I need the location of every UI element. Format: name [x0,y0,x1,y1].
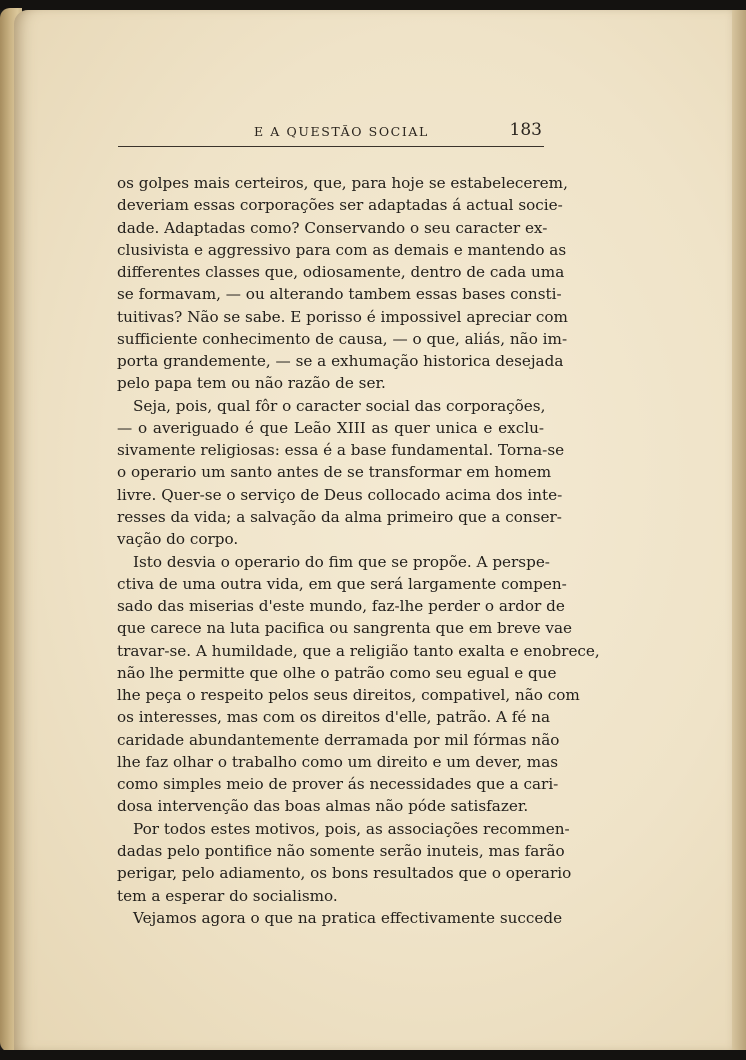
text-line: sufficiente conhecimento de causa, — o que, aliás, não im- [117,329,568,348]
text-line: deveriam essas corporações ser adaptadas á actual socie- [117,196,563,215]
paragraph [117,907,563,929]
running-head [118,118,544,147]
text-line: não lhe permitte que olhe o patrão como seu egual e que [117,663,557,682]
text-line: dosa intervenção das boas almas não póde satisfazer. [117,797,529,816]
scan-top-border [0,0,746,10]
text-line: sado das miserias d'este mundo, faz-lhe perder o ardor de [117,597,565,616]
paragraph [117,551,600,818]
text-line: sivamente religiosas: essa é a base fundamental. Torna-se [117,441,565,460]
page-number: 183 [509,120,542,140]
text-line: lhe peça o respeito pelos seus direitos, compativel, não com [117,686,580,705]
text-line: caridade abundantemente derramada por mil fórmas não [117,730,560,749]
text-line: — o averiguado é que Leão XIII as quer unica e exclu- [117,418,544,437]
text-line: clusivista e aggressivo para com as demais e mantendo as [117,240,567,259]
text-line: Por todos estes motivos, pois, as associações recommen- [133,819,570,838]
text-line: differentes classes que, odiosamente, dentro de cada uma [117,263,565,282]
text-line: lhe faz olhar o trabalho como um direito e um dever, mas [117,752,559,771]
text-line: Isto desvia o operario do fim que se propõe. A perspe- [133,552,550,571]
text-line: os golpes mais certeiros, que, para hoje se estabelecerem, [117,174,568,192]
paragraph [117,395,565,551]
text-line: como simples meio de prover ás necessidades que a cari- [117,775,559,794]
text-line: tem a esperar do socialismo. [117,886,338,905]
paragraph [117,172,568,395]
text-line: travar-se. A humildade, que a religião tanto exalta e enobrece, [117,641,600,660]
page-right-edge [732,10,746,1050]
text-line: ctiva de uma outra vida, em que será largamente compen- [117,574,567,593]
scan-bottom-border [0,1050,746,1060]
text-line: Vejamos agora o que na pratica effectivamente succede [133,908,563,927]
running-title: E A QUESTÃO SOCIAL [254,124,429,139]
paragraph [117,818,572,907]
text-line: vação do corpo. [117,530,239,549]
text-line: que carece na luta pacifica ou sangrenta que em breve vae [117,619,573,638]
text-line: pelo papa tem ou não razão de ser. [117,374,386,393]
text-line: dadas pelo pontifice não somente serão inuteis, mas farão [117,841,565,860]
text-line: dade. Adaptadas como? Conservando o seu caracter ex- [117,218,548,237]
text-line: se formavam, — ou alterando tambem essas bases consti- [117,285,562,304]
text-line: perigar, pelo adiamento, os bons resultados que o operario [117,864,572,883]
text-line: porta grandemente, — se a exhumação historica desejada [117,352,564,371]
text-line: resses da vida; a salvação da alma primeiro que a conser- [117,507,562,526]
text-line: tuitivas? Não se sabe. E porisso é impossivel apreciar com [117,307,568,326]
text-line: Seja, pois, qual fôr o caracter social das corporações, [133,396,546,415]
text-line: os interesses, mas com os direitos d'elle, patrão. A fé na [117,708,551,727]
text-line: o operario um santo antes de se transformar em homem [117,463,552,482]
body-text [117,172,600,929]
text-line: livre. Quer-se o serviço de Deus collocado acima dos inte- [117,485,563,504]
